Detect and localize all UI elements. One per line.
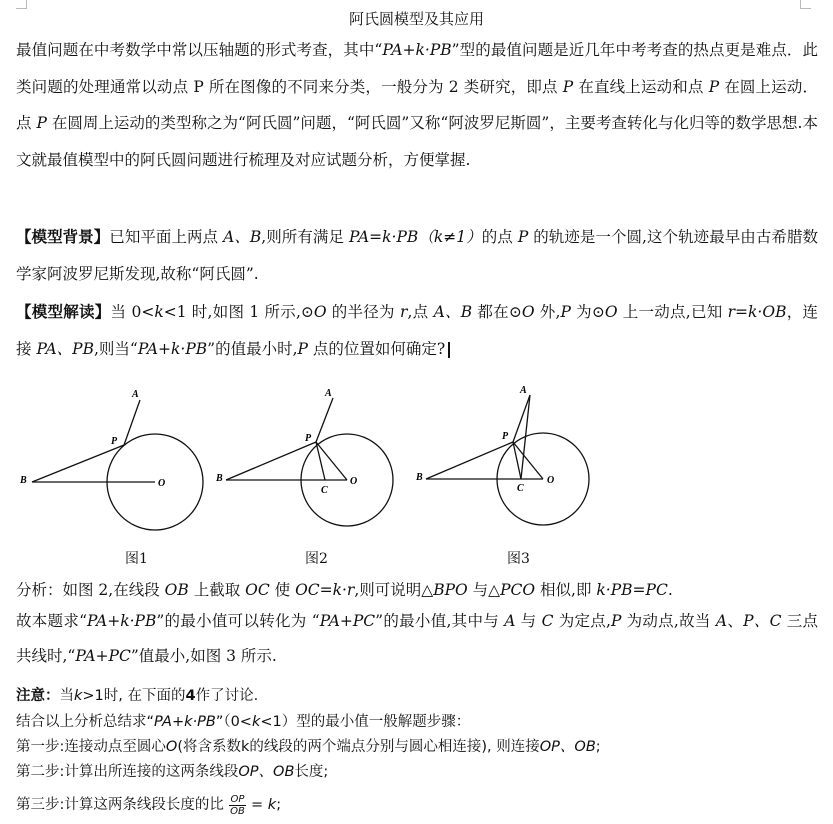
note-label: 注意： (16, 688, 60, 704)
label-a: A (520, 385, 527, 396)
label-c: C (321, 485, 328, 496)
segment-pb (426, 442, 513, 479)
convert-paragraph: 故本题求“PA+k·PB”的最小值可以转化为 “PA+PC”的最小值,其中与 A 与 C 为定点,P 为动点,故当 A、P、C 三点共线时,“PA+PC”值最小,如图 3 所示. (16, 612, 818, 665)
label-a: A (325, 388, 332, 399)
label-a: A (132, 389, 139, 400)
summary-line: 结合以上分析总结求“PA+k·PB”（0<k<1）型的最小值一般解题步骤： (16, 714, 471, 730)
label-b: B (416, 472, 423, 483)
figure-3-caption: 图3 (507, 551, 530, 567)
label-b: B (216, 473, 223, 484)
label-c: C (517, 483, 524, 494)
document-title: 阿氏圆模型及其应用 (348, 10, 484, 28)
model-interpret-label: 【模型解读】 (16, 302, 111, 321)
label-o: O (350, 476, 358, 487)
label-p: P (111, 436, 118, 447)
note-line: 注意：当k>1时, 在下面的4作了讨论. (16, 688, 259, 704)
label-p: P (305, 433, 312, 444)
intro-paragraph: 最值问题在中考数学中常以压轴题的形式考查，其中“PA+k·PB”型的最值问题是近几年中考考查的热点更是难点．此类问题的处理通常以动点 P 所在图像的不同来分类，一般分为 2 类研究，即点 P 在直线上运动和点 P 在圆上运动．点 P 在圆周上运动的类型称之为“阿氏圆”问题，“阿氏圆”又称“阿波罗尼斯圆”，主要考查转化与化归等的数学思想.本文就最值模型中的阿氏圆问题进行梳理及对应试题分析，方便掌握. (16, 41, 819, 169)
label-o: O (158, 478, 166, 489)
step-2-line: 第二步:计算出所连接的这两条线段OP、OB长度; (16, 764, 329, 780)
ratio-fraction: $\frac{OP}{OB}$ (230, 793, 245, 817)
figure-1-caption: 图1 (125, 551, 148, 567)
analysis-line: 分析：如图 2,在线段 OB 上截取 OC 使 OC=k·r,则可说明△BPO 与△PCO 相似,即 k·PB=PC. (16, 581, 673, 599)
label-b: B (20, 475, 27, 486)
step-1-line: 第一步:连接动点至圆心O(将含系数k的线段的两个端点分别与圆心相连接), 则连接OP、OB; (16, 739, 601, 755)
text-cursor (448, 342, 450, 358)
segment-pa (316, 398, 333, 442)
label-p: P (502, 431, 509, 442)
model-background-paragraph: 【模型背景】已知平面上两点 A、B,则所有满足 PA=k·PB（k≠1）的点 P 的轨迹是一个圆,这个轨迹最早由古希腊数学家阿波罗尼斯发现,故称“阿氏圆”. (16, 227, 818, 283)
figure-2-caption: 图2 (305, 551, 328, 567)
model-background-label: 【模型背景】 (16, 227, 110, 246)
label-o: O (547, 475, 555, 486)
step-3-line: 第三步:计算这两条线段长度的比 $\frac{OP}{OB}$ = k; (16, 793, 282, 817)
figure-3 (410, 380, 610, 540)
segment-pb (226, 442, 316, 480)
figure-2 (210, 380, 410, 540)
figure-1 (10, 380, 210, 540)
segment-pa (124, 400, 140, 445)
model-interpret-paragraph: 【模型解读】当 0<k<1 时,如图 1 所示,⊙O 的半径为 r,点 A、B 都在⊙O 外,P 为⊙O 上一动点,已知 r=k·OB，连接 PA、PB,则当“PA+k·PB”的值最小时,P 点的位置如何确定? (16, 302, 818, 358)
